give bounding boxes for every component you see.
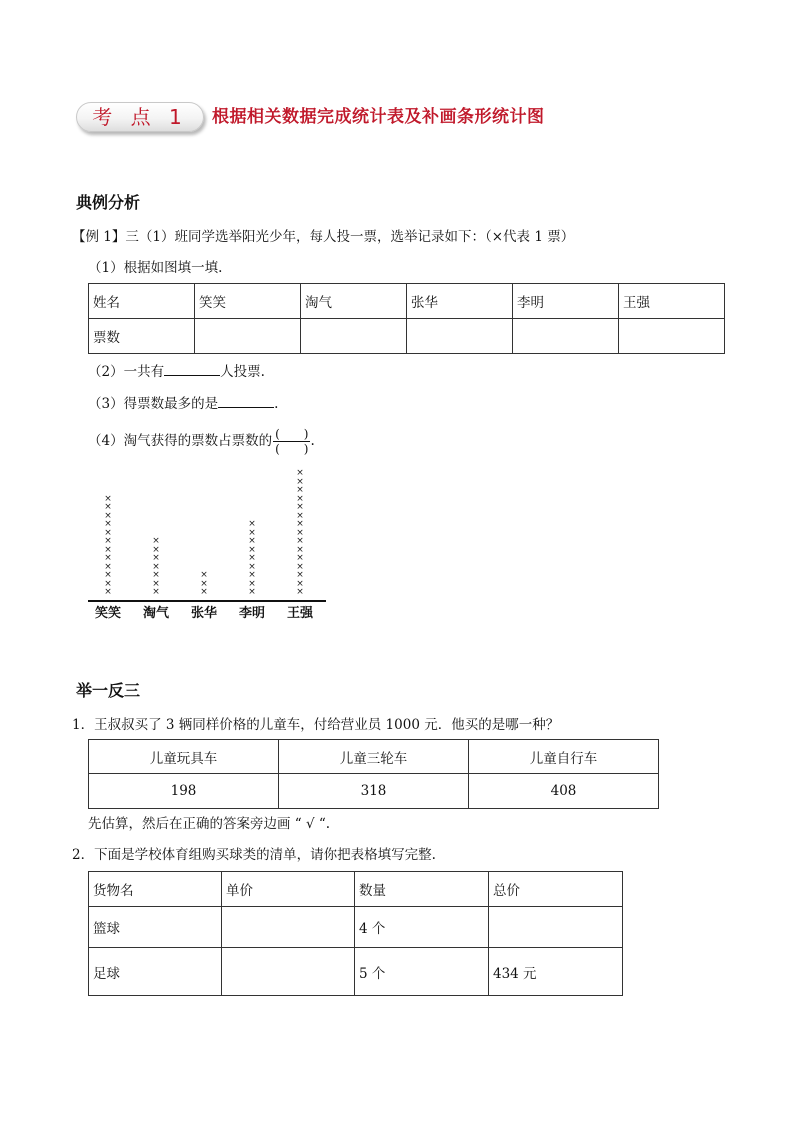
vote-mark: × [296, 476, 304, 487]
table-header-cell: 儿童三轮车 [279, 740, 469, 774]
vote-mark: × [104, 544, 112, 555]
answer-cell[interactable] [222, 948, 355, 996]
vote-mark: × [104, 493, 112, 504]
total-cell: 434 元 [489, 948, 623, 996]
example-heading: 典例分析 [76, 193, 141, 212]
vote-mark: × [152, 570, 160, 580]
vote-mark: × [248, 578, 256, 589]
vote-mark: × [296, 510, 304, 521]
table-header-cell: 数量 [355, 872, 489, 907]
topic-badge: 考 点 1 [76, 102, 204, 132]
question-3 [88, 393, 278, 413]
question-4-suffix: . [310, 433, 315, 449]
vote-mark: × [296, 493, 304, 504]
vote-table-name-row [89, 284, 725, 319]
vote-mark: × [104, 561, 112, 572]
question-3-prefix: （3）得票数最多的是 [88, 396, 219, 412]
vote-mark: × [104, 536, 112, 546]
fraction-blank[interactable] [273, 427, 310, 456]
vote-mark: × [104, 527, 112, 538]
question-2-prefix: （2）一共有 [88, 364, 165, 380]
ball-purchase-table [88, 871, 623, 996]
vote-mark: × [296, 553, 304, 563]
answer-cell[interactable] [222, 907, 355, 948]
table-cell: 姓名 [89, 284, 195, 319]
vote-mark: × [152, 561, 160, 572]
chart-category-label: 李明 [238, 606, 266, 621]
vote-mark: × [104, 502, 112, 512]
answer-cell[interactable] [513, 319, 619, 354]
example-problem: 【例 1】三（1）班同学选举阳光少年，每人投一票，选举记录如下：（×代表 1 票） [72, 229, 575, 245]
vote-mark: × [200, 587, 208, 597]
question-1: （1）根据如图填一填. [88, 260, 223, 276]
practice-heading: 举一反三 [76, 681, 141, 700]
topic-title: 根据相关数据完成统计表及补画条形统计图 [212, 107, 545, 127]
question-3-suffix: . [274, 396, 279, 412]
chart-category-label: 张华 [190, 606, 218, 621]
price-cell[interactable]: 318 [279, 774, 469, 809]
chart-category-label: 王强 [286, 606, 314, 621]
vote-mark: × [296, 578, 304, 589]
table-cell: 李明 [513, 284, 619, 319]
answer-cell[interactable] [407, 319, 513, 354]
vote-mark: × [248, 527, 256, 538]
table-cell: 淘气 [301, 284, 407, 319]
chart-category-label: 淘气 [142, 606, 170, 621]
answer-blank[interactable] [164, 361, 220, 376]
vote-mark: × [152, 587, 160, 597]
answer-cell[interactable] [195, 319, 301, 354]
vote-mark: × [104, 578, 112, 589]
vote-mark: × [296, 544, 304, 555]
vote-mark: × [296, 468, 304, 478]
vote-mark: × [104, 570, 112, 580]
question-2-suffix: 人投票. [220, 364, 265, 380]
table-header-cell: 单价 [222, 872, 355, 907]
vote-mark: × [200, 578, 208, 589]
table-header-cell: 货物名 [89, 872, 222, 907]
table-header-cell: 儿童自行车 [469, 740, 659, 774]
question-4 [88, 426, 315, 456]
question-2 [88, 361, 265, 381]
vote-mark: × [200, 570, 208, 580]
fraction-denominator: ( ) [275, 442, 309, 456]
vote-table-count-row [89, 319, 725, 354]
vote-mark: × [296, 587, 304, 597]
vote-mark: × [152, 536, 160, 546]
vote-mark: × [152, 553, 160, 563]
vote-mark: × [296, 527, 304, 538]
vote-mark: × [248, 519, 256, 529]
vote-mark: × [296, 519, 304, 529]
vote-mark: × [248, 561, 256, 572]
vote-mark: × [104, 519, 112, 529]
table-row [89, 872, 623, 907]
vote-mark: × [296, 570, 304, 580]
table-cell: 王强 [619, 284, 725, 319]
vote-mark: × [248, 536, 256, 546]
price-cell[interactable]: 408 [469, 774, 659, 809]
quantity-cell: 5 个 [355, 948, 489, 996]
table-cell: 张华 [407, 284, 513, 319]
table-header-cell: 儿童玩具车 [89, 740, 279, 774]
table-cell: 票数 [89, 319, 195, 354]
vote-table [88, 283, 725, 354]
vote-mark: × [296, 485, 304, 495]
table-row [89, 774, 659, 809]
fraction-numerator: ( ) [275, 427, 309, 441]
vote-mark: × [296, 561, 304, 572]
practice-1-note: 先估算，然后在正确的答案旁边画 “ √ “. [88, 816, 331, 832]
vote-mark: × [248, 570, 256, 580]
vote-mark: × [296, 536, 304, 546]
table-cell: 笑笑 [195, 284, 301, 319]
question-4-prefix: （4）淘气获得的票数占票数的 [88, 433, 273, 449]
vote-mark: × [152, 544, 160, 555]
item-name-cell: 篮球 [89, 907, 222, 948]
vote-mark: × [104, 553, 112, 563]
table-header-cell: 总价 [489, 872, 623, 907]
vote-mark: × [104, 510, 112, 521]
item-name-cell: 足球 [89, 948, 222, 996]
quantity-cell: 4 个 [355, 907, 489, 948]
practice-problem-1: 1．王叔叔买了 3 辆同样价格的儿童车，付给营业员 1000 元．他买的是哪一种？ [72, 717, 560, 733]
chart-category-label: 笑笑 [94, 606, 122, 621]
table-row [89, 948, 623, 996]
vote-mark: × [152, 578, 160, 589]
price-cell[interactable]: 198 [89, 774, 279, 809]
table-row [89, 907, 623, 948]
vote-mark: × [104, 587, 112, 597]
answer-cell[interactable] [489, 907, 623, 948]
vote-mark: × [296, 502, 304, 512]
answer-blank[interactable] [218, 393, 274, 408]
answer-cell[interactable] [301, 319, 407, 354]
practice-problem-2: 2．下面是学校体育组购买球类的清单，请你把表格填写完整. [72, 847, 436, 863]
answer-cell[interactable] [619, 319, 725, 354]
table-row [89, 740, 659, 774]
vote-mark: × [248, 553, 256, 563]
vote-mark: × [248, 544, 256, 555]
bike-price-table [88, 739, 659, 809]
vote-mark: × [248, 587, 256, 597]
